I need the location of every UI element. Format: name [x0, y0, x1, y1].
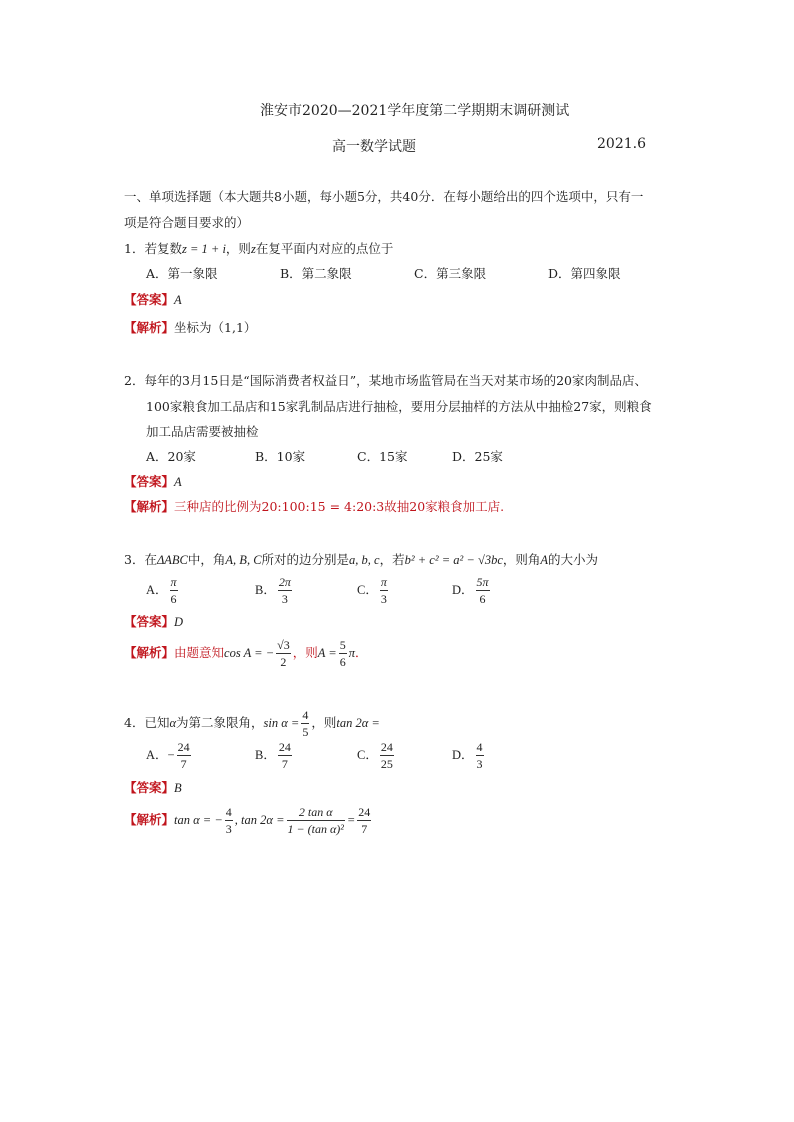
q4-analysis-fraction1 — [225, 806, 233, 835]
q2-stem-line1: 2．每年的3月15日是“国际消费者权益日”，某地市场监管局在当天对某市场的20家肉制品店、 — [124, 373, 647, 388]
exam-title: 淮安市2020—2021学年度第二学期期末调研测试 — [260, 103, 570, 119]
q4-analysis-fraction3 — [357, 806, 371, 835]
q1-answer — [124, 290, 182, 308]
fraction-bar — [170, 590, 178, 591]
q3-option-b-den: 3 — [281, 592, 288, 606]
fraction-bar — [380, 590, 388, 591]
q3-analysis-end: ． — [354, 645, 368, 660]
q3-analysis-den2: 6 — [339, 655, 346, 669]
fraction-bar — [225, 820, 233, 821]
q4-analysis-tan: tan α = − — [174, 813, 223, 827]
fraction-bar — [276, 653, 291, 654]
q3-stem-d: ，若 — [379, 552, 405, 567]
q4-answer-tag: 【答案】 — [124, 780, 175, 795]
q4-option-d-den: 3 — [476, 757, 483, 771]
q4-stem — [124, 709, 380, 738]
section-heading-line2: 项是符合题目要求的） — [124, 215, 250, 230]
q3-analysis-fraction1 — [276, 639, 291, 668]
q3-option-c-num: π — [380, 575, 387, 589]
q3-option-d-label: D． — [452, 583, 474, 597]
q4-stem-tan: tan 2α = — [336, 716, 380, 730]
q4-analysis-den3: 7 — [361, 822, 368, 836]
q3-option-b[interactable] — [255, 576, 294, 605]
q4-stem-b: 为第二象限角， — [176, 715, 264, 730]
fraction-bar — [301, 723, 309, 724]
q4-stem-a: 4．已知 — [124, 715, 170, 730]
q4-analysis-num1: 4 — [225, 805, 232, 819]
q3-option-a[interactable] — [146, 576, 180, 605]
q2-analysis — [124, 497, 504, 515]
q3-analysis-tag: 【解析】 — [124, 645, 175, 660]
fraction-bar — [278, 755, 292, 756]
fraction-bar — [476, 755, 484, 756]
q3-stem-angles: A, B, C — [225, 553, 262, 567]
exam-subtitle: 高一数学试题 — [332, 139, 416, 155]
q4-analysis-eq: = — [346, 813, 356, 827]
q1-stem-b: ，则 — [225, 241, 251, 256]
q3-stem-a: 3．在 — [124, 552, 157, 567]
q4-stem-sin: sin α = — [263, 716, 300, 730]
q3-stem-b: 中，角 — [187, 552, 226, 567]
q4-option-b-fraction — [278, 741, 292, 770]
q1-stem-var: z — [250, 242, 256, 256]
fraction-bar — [339, 653, 347, 654]
q3-analysis-a: 由题意知 — [174, 645, 225, 660]
q4-answer — [124, 778, 182, 796]
q2-answer — [124, 472, 182, 490]
q4-option-a-label: A． — [146, 748, 168, 762]
q3-stem-e: ，则角 — [502, 552, 541, 567]
q4-option-b-den: 7 — [281, 757, 288, 771]
q3-answer — [124, 612, 183, 630]
q3-analysis-fraction2 — [339, 639, 347, 668]
q4-option-c-den: 25 — [380, 757, 393, 771]
q3-option-b-num: 2π — [278, 575, 291, 589]
q2-option-c[interactable]: C．15家 — [357, 449, 408, 464]
q1-analysis — [124, 318, 256, 336]
q4-analysis-tag: 【解析】 — [124, 812, 175, 827]
q3-option-d-den: 6 — [479, 592, 486, 606]
q1-answer-tag: 【答案】 — [124, 292, 175, 307]
q4-stem-c: ，则 — [311, 715, 337, 730]
q4-analysis-tan2: , tan 2α = — [234, 813, 285, 827]
q4-analysis — [124, 806, 373, 835]
q2-option-d[interactable]: D．25家 — [452, 449, 503, 464]
q3-option-d-fraction — [476, 576, 490, 605]
q3-option-c-fraction — [380, 576, 388, 605]
q1-stem-c: 在复平面内对应的点位于 — [255, 241, 394, 256]
fraction-bar — [177, 755, 191, 756]
q3-analysis-cos: cos A = − — [224, 646, 275, 660]
q4-analysis-num3: 24 — [358, 805, 371, 819]
q3-stem-sides: a, b, c — [349, 553, 380, 567]
q3-option-a-num: π — [170, 575, 177, 589]
q1-option-d[interactable]: D．第四象限 — [548, 266, 621, 281]
q2-option-a[interactable]: A．20家 — [146, 449, 196, 464]
q3-option-a-fraction — [170, 576, 178, 605]
q3-analysis-A: A = — [317, 646, 337, 660]
q3-option-d[interactable] — [452, 576, 492, 605]
exam-date: 2021.6 — [597, 136, 646, 152]
q3-analysis-den1: 2 — [280, 655, 287, 669]
q4-option-a-fraction — [177, 741, 191, 770]
q3-stem-triangle: ΔABC — [156, 553, 188, 567]
q4-option-b-label: B． — [255, 748, 276, 762]
q3-option-d-num: 5π — [476, 575, 489, 589]
q2-option-b[interactable]: B．10家 — [255, 449, 306, 464]
q4-option-c-num: 24 — [380, 740, 393, 754]
q4-option-d[interactable] — [452, 741, 486, 770]
q1-option-c[interactable]: C．第三象限 — [414, 266, 487, 281]
q2-answer-tag: 【答案】 — [124, 474, 175, 489]
q3-option-c[interactable] — [357, 576, 390, 605]
q3-option-b-fraction — [278, 576, 292, 605]
q3-stem-c: 所对的边分别是 — [261, 552, 350, 567]
q4-option-c-fraction — [380, 741, 394, 770]
q2-analysis-text: 三种店的比例为20:100:15 = 4:20:3故抽20家粮食加工店. — [174, 499, 505, 514]
q3-stem — [124, 550, 598, 568]
q3-analysis-pi: π — [348, 646, 355, 660]
q4-option-a-sign: − — [167, 748, 175, 762]
q1-analysis-text: 坐标为（1,1） — [174, 320, 257, 335]
q1-option-a[interactable]: A．第一象限 — [146, 266, 218, 281]
q3-analysis — [124, 639, 368, 668]
q4-analysis-fraction2 — [287, 806, 345, 835]
q4-answer-value: B — [174, 781, 182, 795]
q2-stem-line3: 加工品店需要被抽检 — [146, 424, 259, 439]
q4-option-c-label: C． — [357, 748, 378, 762]
q3-stem-f: 的大小为 — [548, 552, 599, 567]
fraction-bar — [476, 590, 490, 591]
q1-answer-value: A — [174, 293, 182, 307]
q1-option-b[interactable]: B．第二象限 — [280, 266, 352, 281]
section-heading-line1: 一、单项选择题（本大题共8小题，每小题5分，共40分．在每小题给出的四个选项中，只有一 — [124, 189, 644, 204]
q3-stem-var: A — [540, 553, 549, 567]
q4-analysis-num2: 2 tan α — [298, 805, 333, 819]
q1-stem — [124, 239, 393, 257]
q4-stem-fraction — [301, 709, 309, 738]
q3-option-a-label: A． — [146, 583, 168, 597]
q2-analysis-tag: 【解析】 — [124, 499, 175, 514]
fraction-bar — [380, 755, 394, 756]
q3-option-b-label: B． — [255, 583, 276, 597]
q4-analysis-den1: 3 — [225, 822, 232, 836]
q2-stem-line2: 100家粮食加工品店和15家乳制品店进行抽检，要用分层抽样的方法从中抽检27家，则粮食 — [146, 399, 652, 414]
q4-stem-num: 4 — [302, 708, 309, 722]
fraction-bar — [278, 590, 292, 591]
q4-option-d-num: 4 — [476, 740, 483, 754]
q1-stem-a: 1．若复数 — [124, 241, 182, 256]
q4-stem-den: 5 — [302, 725, 309, 739]
q3-answer-tag: 【答案】 — [124, 614, 175, 629]
q3-answer-value: D — [174, 615, 184, 629]
q4-option-a[interactable] — [146, 741, 193, 770]
q4-option-b-num: 24 — [278, 740, 291, 754]
q4-stem-alpha: α — [169, 716, 177, 730]
q3-analysis-b: ，则 — [292, 645, 318, 660]
q4-option-d-fraction — [476, 741, 484, 770]
q2-answer-value: A — [174, 475, 182, 489]
q1-analysis-tag: 【解析】 — [124, 320, 175, 335]
q3-option-a-den: 6 — [170, 592, 177, 606]
q4-option-a-num: 24 — [177, 740, 190, 754]
q4-analysis-den2: 1 − (tan α)² — [287, 822, 344, 836]
q4-option-c[interactable] — [357, 741, 396, 770]
q3-option-c-label: C． — [357, 583, 378, 597]
q4-option-b[interactable] — [255, 741, 294, 770]
q3-option-c-den: 3 — [380, 592, 387, 606]
fraction-bar — [357, 820, 371, 821]
q3-analysis-num1: √3 — [277, 638, 290, 652]
fraction-bar — [287, 820, 345, 821]
q4-option-a-den: 7 — [180, 757, 187, 771]
q3-analysis-num2: 5 — [339, 638, 346, 652]
q4-option-d-label: D． — [452, 748, 474, 762]
q1-stem-math: z = 1 + i — [181, 242, 226, 256]
q3-stem-equation: b² + c² = a² − √3bc — [404, 553, 503, 567]
